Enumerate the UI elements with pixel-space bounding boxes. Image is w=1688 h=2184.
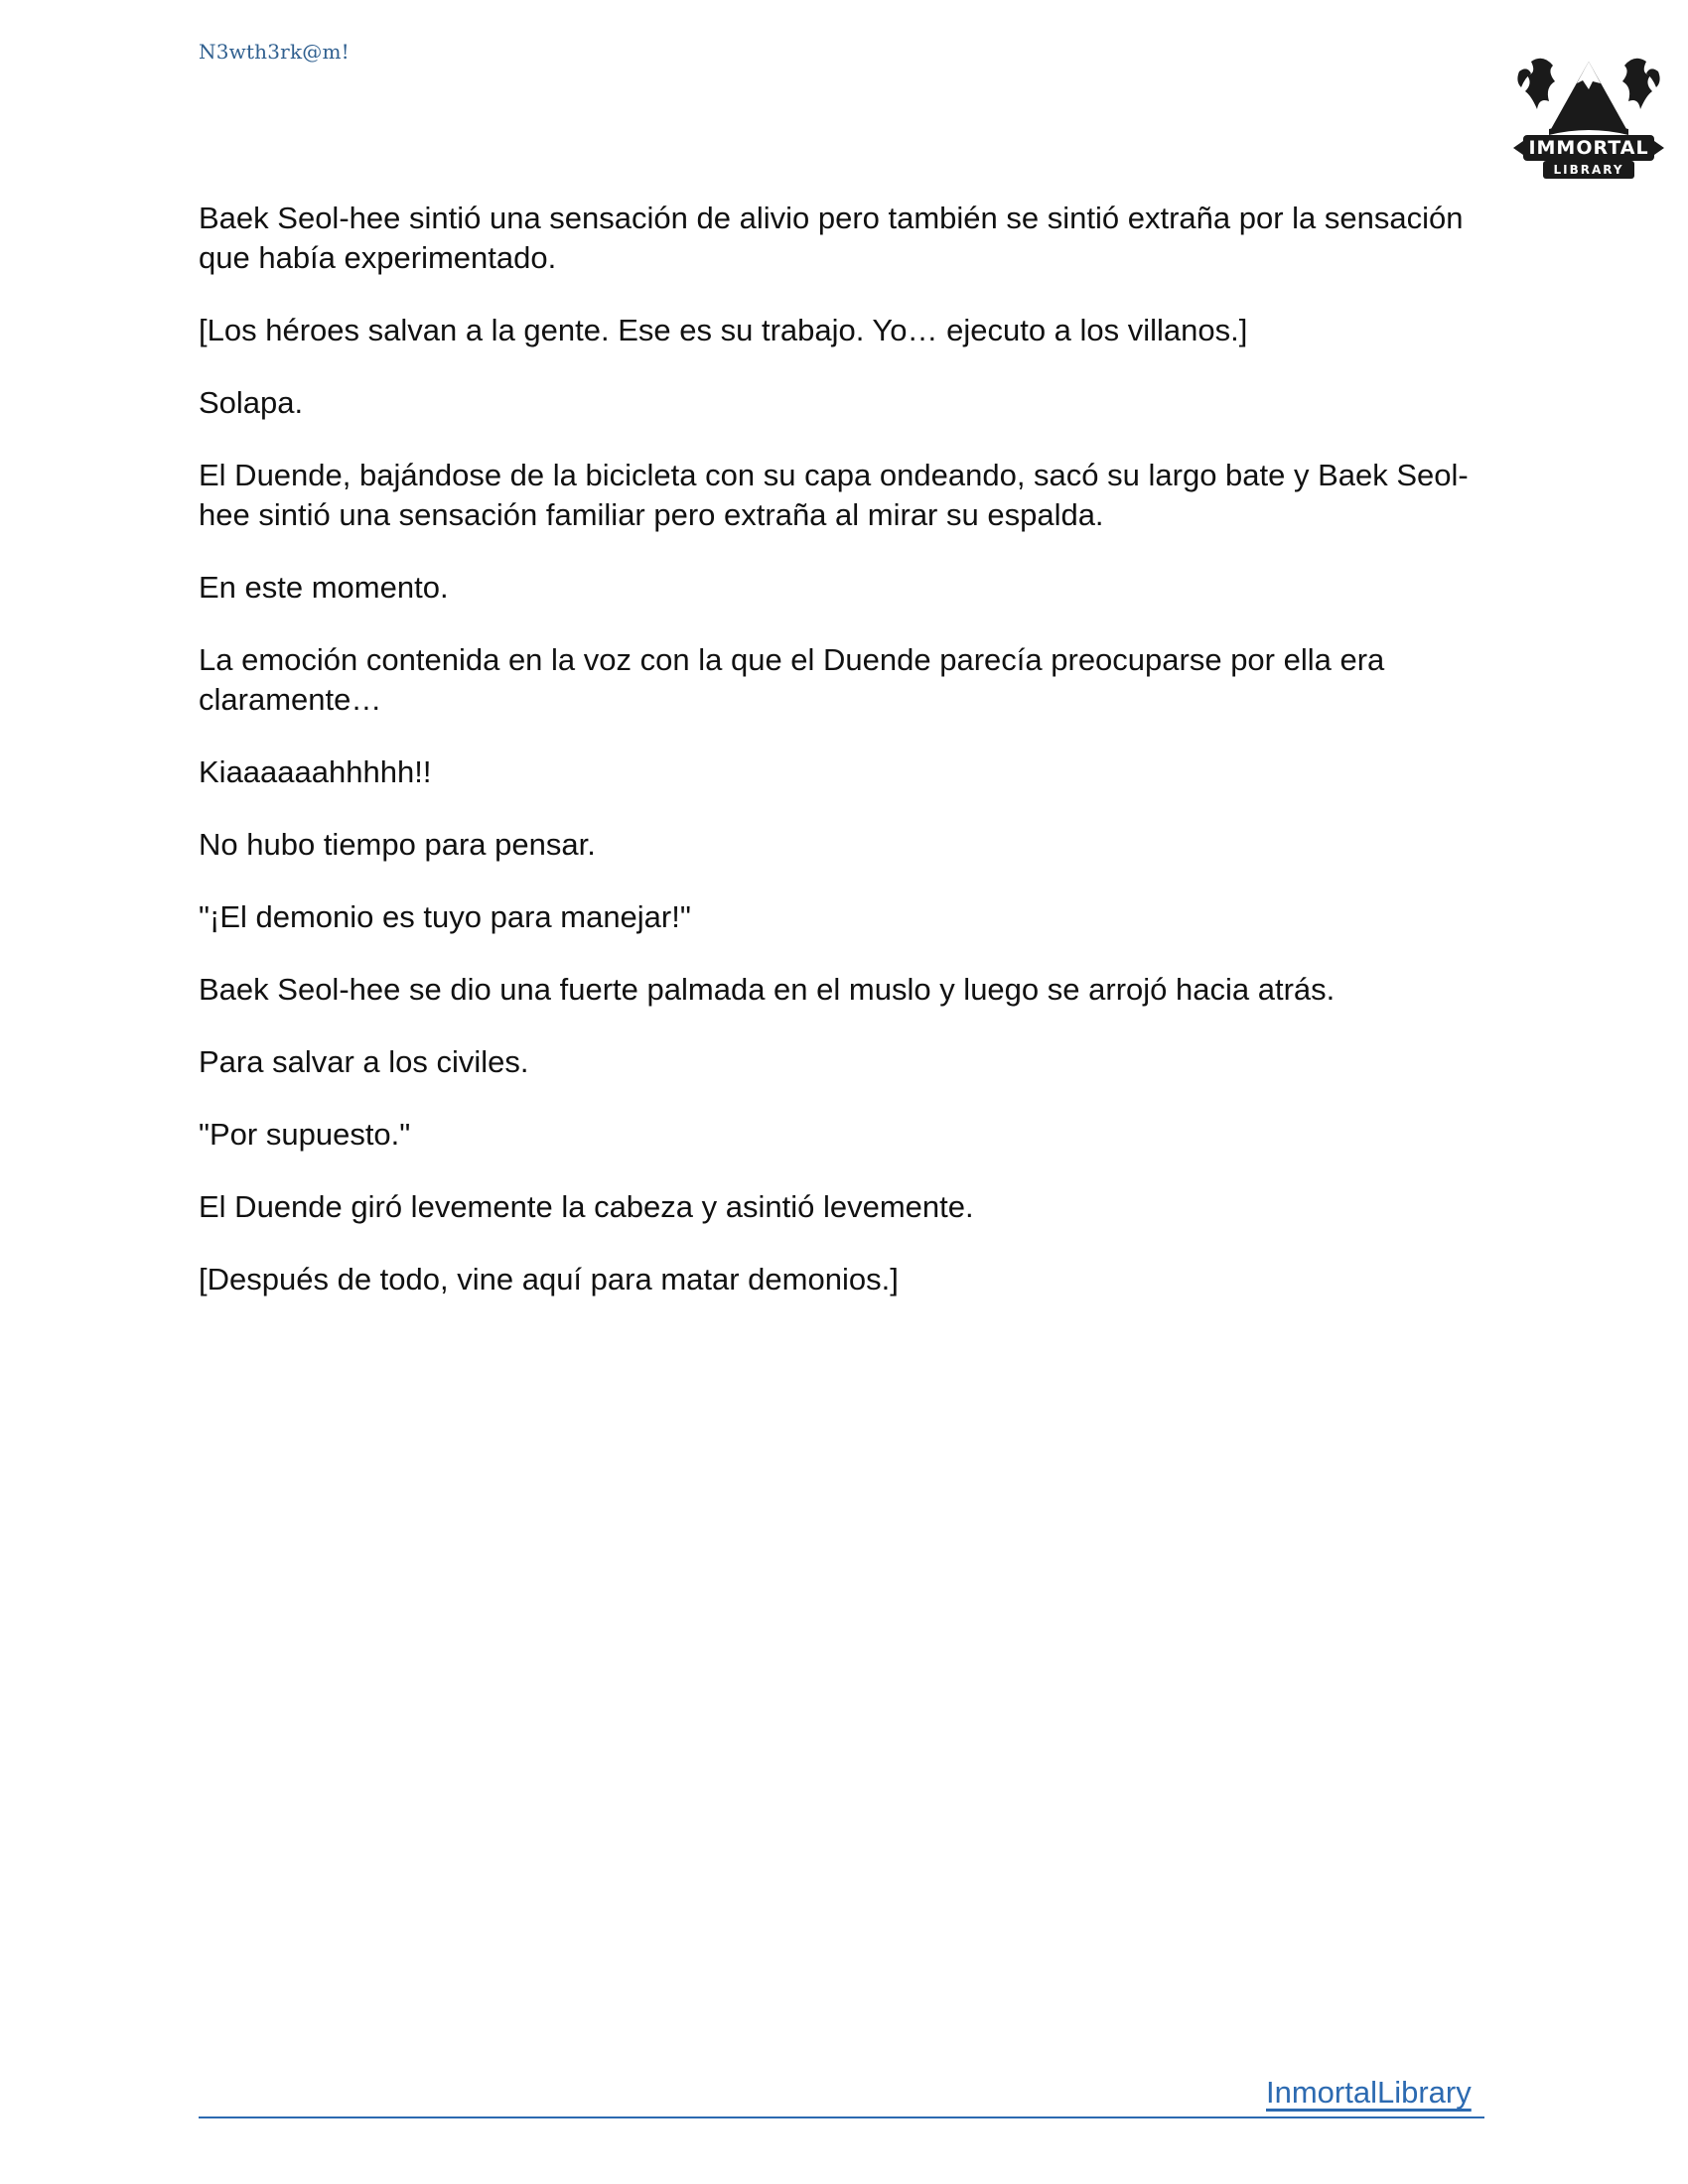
paragraph: "¡El demonio es tuyo para manejar!" [199,899,691,934]
paragraph: Baek Seol-hee se dio una fuerte palmada en el muslo y luego se arrojó hacia atrás. [199,972,1336,1007]
footer-divider [199,2116,1484,2118]
paragraph: "Por supuesto." [199,1117,411,1152]
footer-link[interactable]: InmortalLibrary [1266,2075,1472,2110]
paragraph: El Duende, bajándose de la bicicleta con su capa ondeando, sacó su largo bate y Baek Seol-hee sintió una sensación familiar pero extraña al mirar su espalda. [199,458,1469,532]
paragraph: En este momento. [199,570,449,605]
paragraph: Solapa. [199,385,304,420]
immortal-library-logo [1509,32,1668,191]
paragraph: La emoción contenida en la voz con la que el Duende parecía preocuparse por ella era claramente… [199,642,1385,717]
logo-text-line1: IMMORTAL [1528,137,1649,159]
paragraph: No hubo tiempo para pensar. [199,827,596,862]
paragraph: Kiaaaaaahhhhh!! [199,754,432,789]
header-text: N3wth3rk@m! [199,40,350,64]
paragraph: Baek Seol-hee sintió una sensación de alivio pero también se sintió extraña por la sensación que había experimentado. [199,201,1464,275]
paragraph: [Después de todo, vine aquí para matar demonios.] [199,1262,899,1297]
logo-text-line2: LIBRARY [1553,163,1624,177]
paragraph: Para salvar a los civiles. [199,1044,529,1079]
chapter-body [199,199,1489,1332]
paragraph: [Los héroes salvan a la gente. Ese es su trabajo. Yo… ejecuto a los villanos.] [199,313,1248,347]
paragraph: El Duende giró levemente la cabeza y asintió levemente. [199,1189,974,1224]
